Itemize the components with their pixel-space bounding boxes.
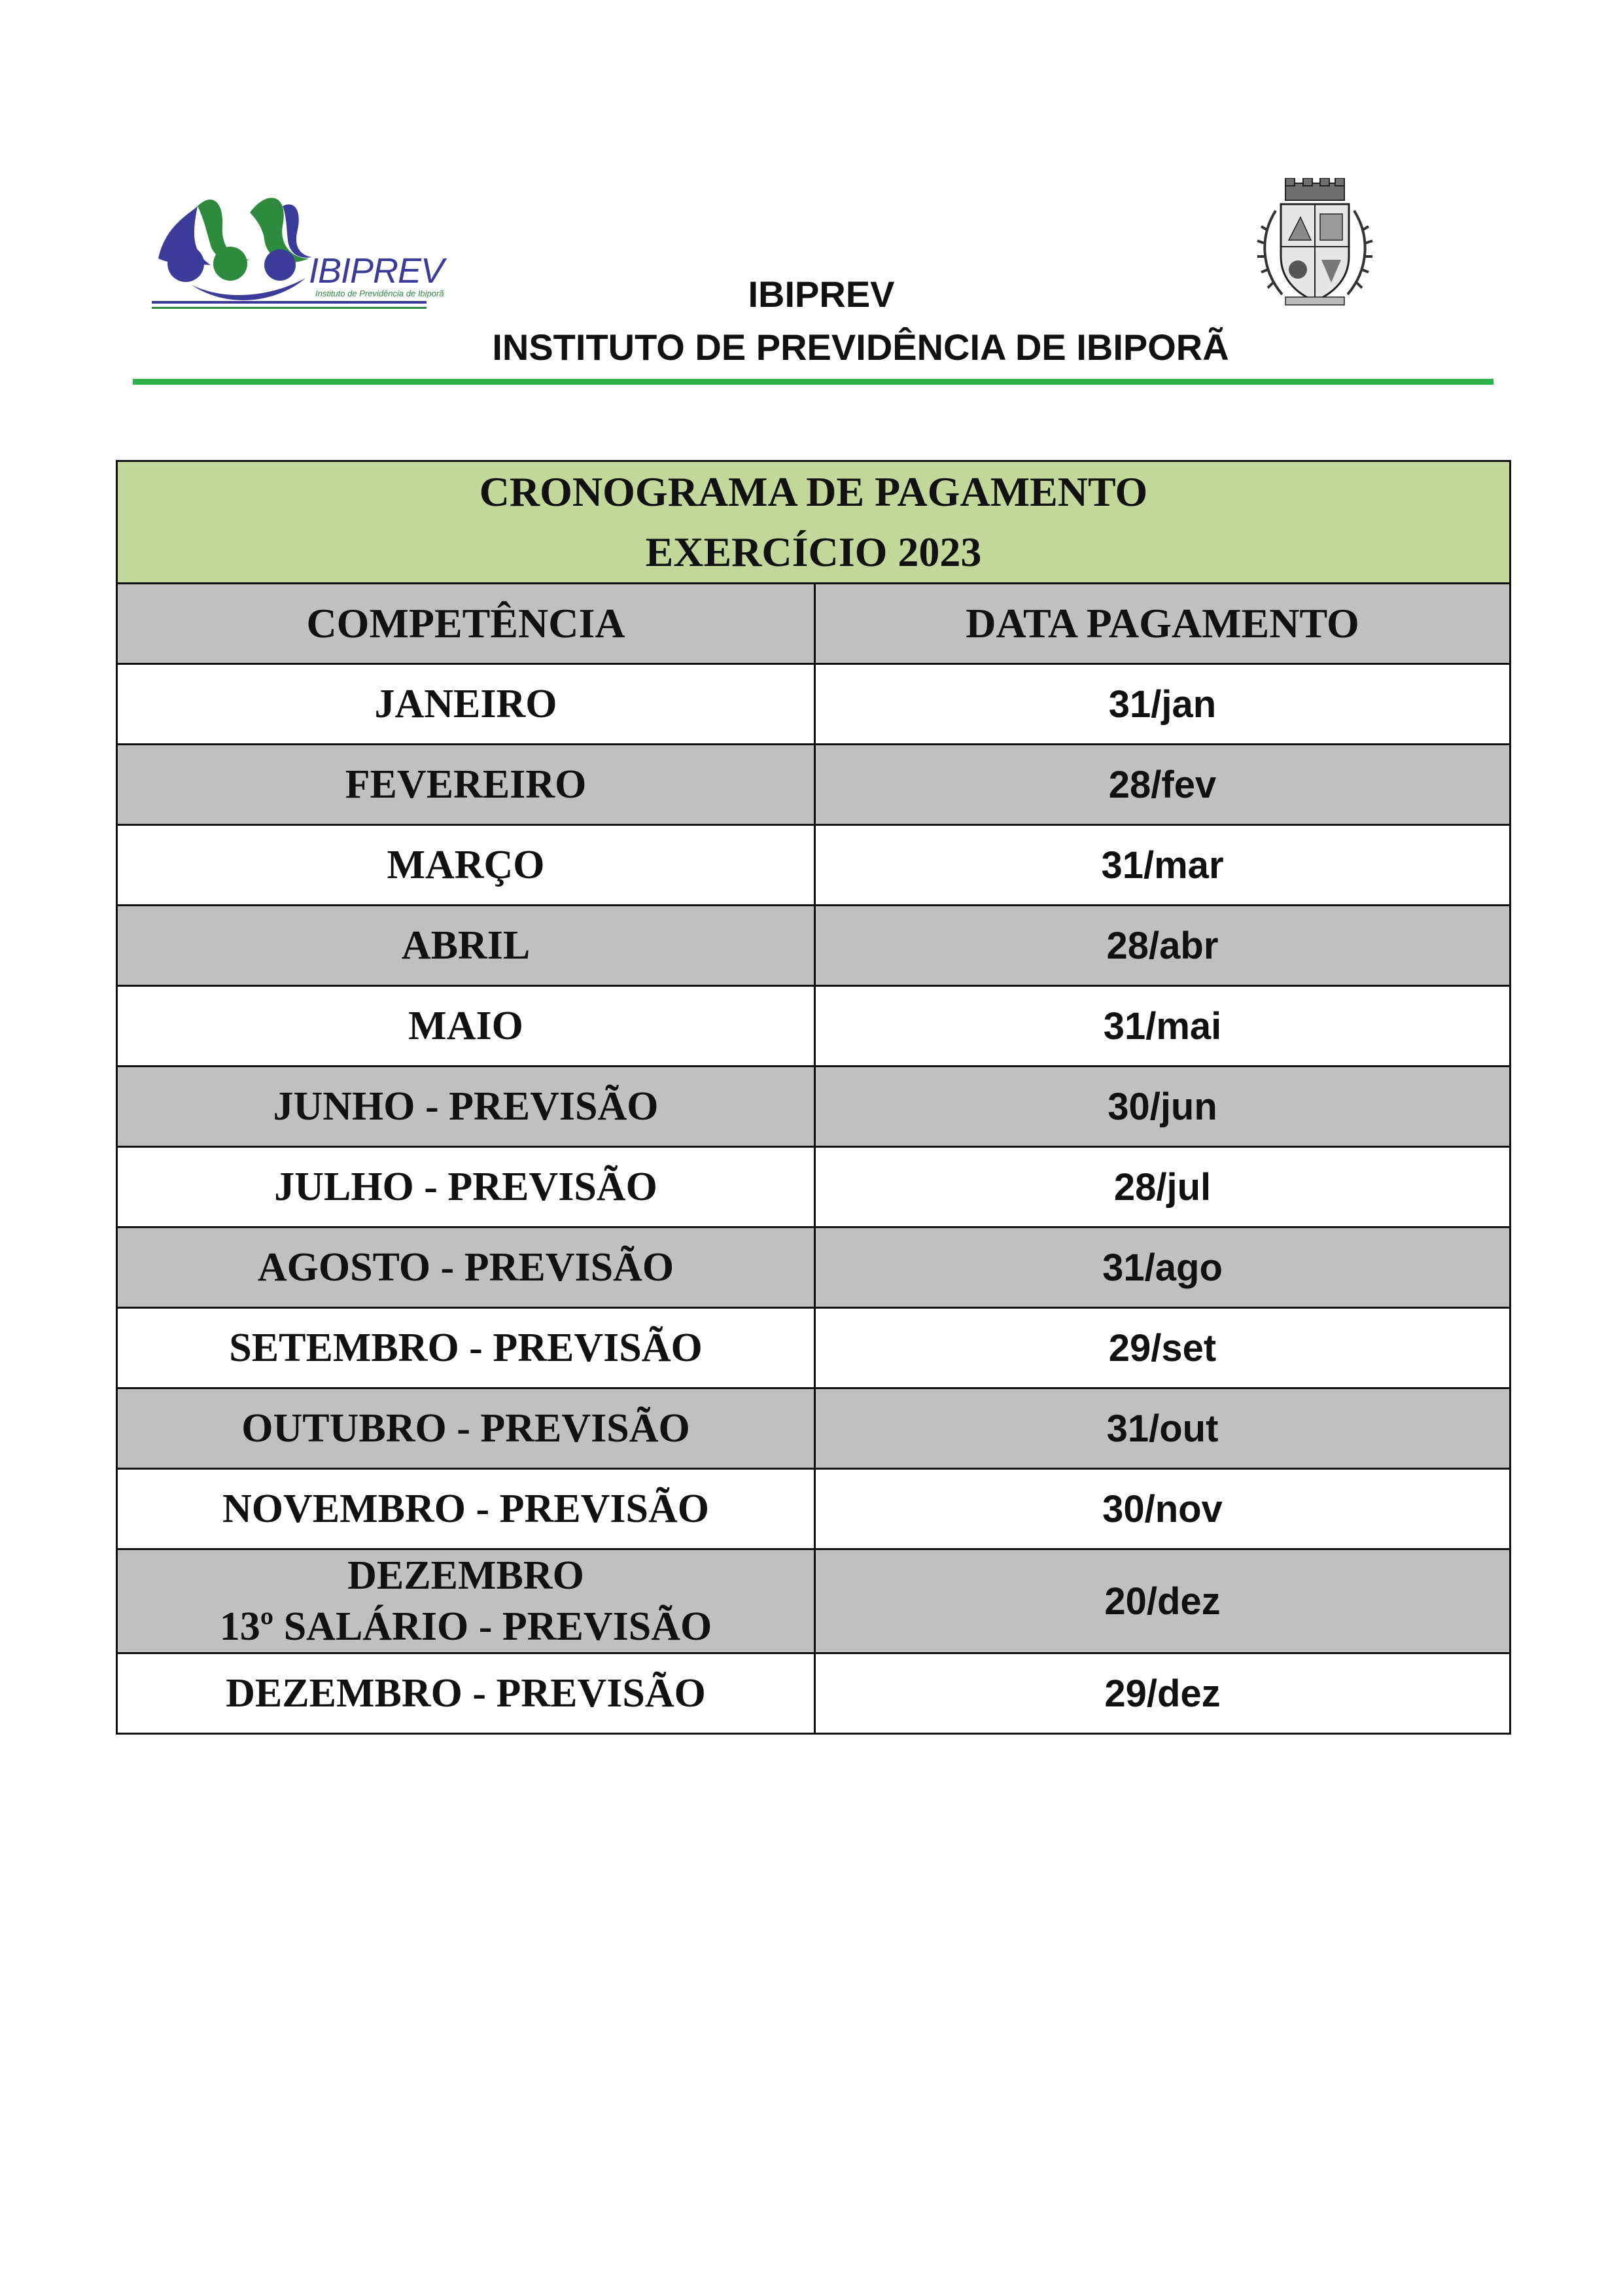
- date-cell: 20/dez: [815, 1549, 1510, 1653]
- month-cell: NOVEMBRO - PREVISÃO: [117, 1469, 815, 1549]
- month-cell: AGOSTO - PREVISÃO: [117, 1227, 815, 1308]
- month-cell: OUTUBRO - PREVISÃO: [117, 1388, 815, 1469]
- month-cell: FEVEREIRO: [117, 745, 815, 825]
- date-cell: 30/jun: [815, 1067, 1510, 1147]
- org-short-name: IBIPREV: [748, 274, 895, 315]
- payment-schedule-table: [116, 460, 1511, 1735]
- month-cell: JUNHO - PREVISÃO: [117, 1067, 815, 1147]
- month-cell: SETEMBRO - PREVISÃO: [117, 1308, 815, 1388]
- table-row: [117, 1469, 1510, 1549]
- table-row: [117, 1549, 1510, 1653]
- month-cell: JULHO - PREVISÃO: [117, 1147, 815, 1227]
- month-cell: MAIO: [117, 986, 815, 1067]
- date-cell: 30/nov: [815, 1469, 1510, 1549]
- header-divider: [133, 379, 1493, 385]
- table-row: [117, 906, 1510, 986]
- table-row: [117, 1308, 1510, 1388]
- date-cell: 28/jul: [815, 1147, 1510, 1227]
- table-row: [117, 745, 1510, 825]
- table-title-line1: CRONOGRAMA DE PAGAMENTO: [479, 468, 1148, 515]
- table-row: [117, 1388, 1510, 1469]
- logo-wordmark: IBIPREV: [309, 251, 444, 291]
- table-row: [117, 1147, 1510, 1227]
- table-row: [117, 1227, 1510, 1308]
- table-row: [117, 1067, 1510, 1147]
- date-cell: 29/set: [815, 1308, 1510, 1388]
- column-header-data-pagamento: DATA PAGAMENTO: [815, 584, 1510, 664]
- table-title-row: [117, 461, 1510, 584]
- month-cell: DEZEMBRO - PREVISÃO: [117, 1653, 815, 1734]
- month-cell: MARÇO: [117, 825, 815, 906]
- date-cell: 29/dez: [815, 1653, 1510, 1734]
- date-cell: 31/mar: [815, 825, 1510, 906]
- table-row: [117, 825, 1510, 906]
- table-row: [117, 986, 1510, 1067]
- org-full-name: INSTITUTO DE PREVIDÊNCIA DE IBIPORÃ: [492, 327, 1229, 368]
- month-cell: ABRIL: [117, 906, 815, 986]
- date-cell: 28/abr: [815, 906, 1510, 986]
- table-header-row: [117, 584, 1510, 664]
- logo-tagline: Instituto de Previdência de Ibiporã: [315, 289, 444, 298]
- month-cell: DEZEMBRO 13º SALÁRIO - PREVISÃO: [117, 1549, 815, 1653]
- date-cell: 31/ago: [815, 1227, 1510, 1308]
- table-row: [117, 664, 1510, 745]
- date-cell: 31/jan: [815, 664, 1510, 745]
- month-cell: JANEIRO: [117, 664, 815, 745]
- date-cell: 31/mai: [815, 986, 1510, 1067]
- date-cell: 31/out: [815, 1388, 1510, 1469]
- table-title-line2: EXERCÍCIO 2023: [645, 529, 982, 575]
- table-row: [117, 1653, 1510, 1734]
- table-title: [117, 461, 1510, 584]
- date-cell: 28/fev: [815, 745, 1510, 825]
- column-header-competencia: COMPETÊNCIA: [117, 584, 815, 664]
